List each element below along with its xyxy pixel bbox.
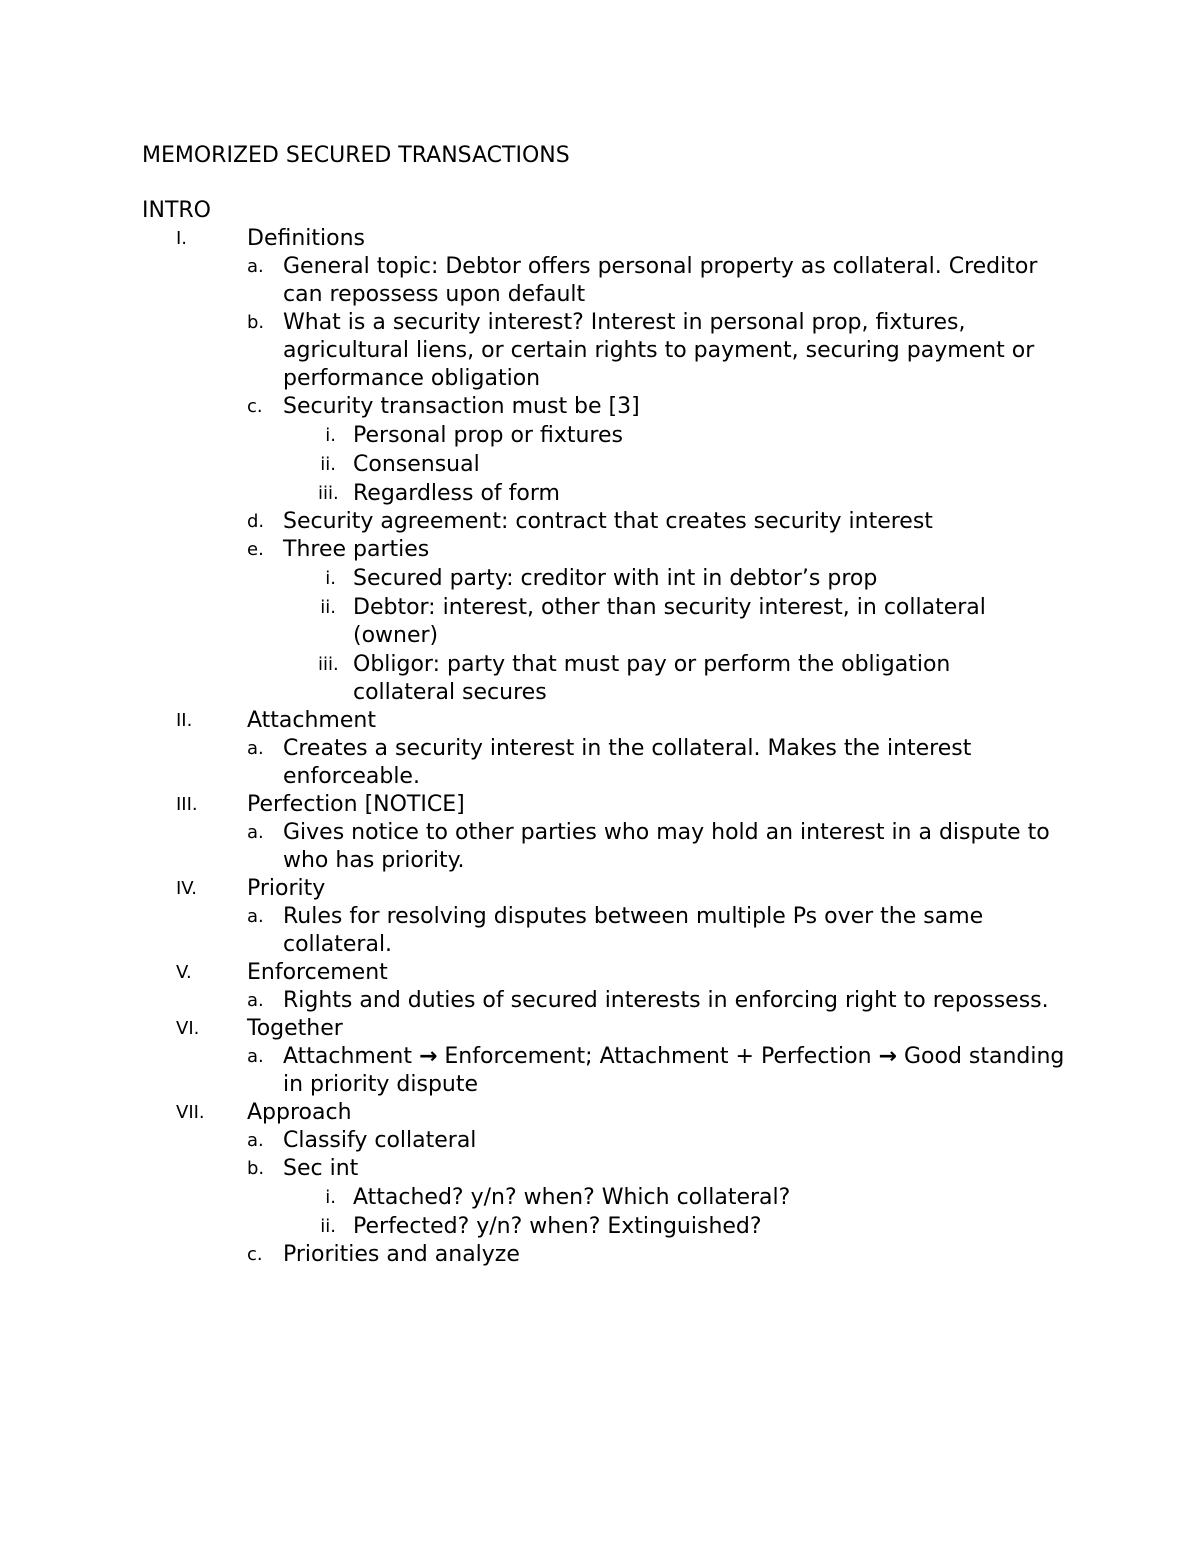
list-item [0, 1043, 1200, 1099]
list-marker: IV. [176, 878, 198, 899]
list-marker: II. [176, 710, 193, 731]
list-item-text-part: Attachment [283, 1044, 419, 1069]
outline-heading: Priority [247, 876, 326, 901]
list-marker: b. [247, 1158, 265, 1179]
section-heading-intro: INTRO [142, 198, 211, 223]
list-marker: iii. [318, 654, 339, 675]
list-subitem [0, 422, 1200, 450]
list-item-text: What is a security interest? Interest in personal prop, fixtures, agricultural liens, or certain rights to payment, securing payment or performance obligation [283, 310, 1035, 391]
outline-item-together [0, 1015, 1200, 1043]
list-item-text [283, 1043, 1073, 1099]
outline-item-perfection [0, 791, 1200, 819]
list-subitem-text: Regardless of form [353, 481, 560, 506]
list-marker: VII. [176, 1102, 205, 1123]
list-marker: a. [247, 1130, 264, 1151]
list-subitem-text: Consensual [353, 452, 480, 477]
list-subitem [0, 565, 1200, 593]
arrow-right-icon: → [418, 1044, 438, 1069]
list-subitem [0, 651, 1200, 707]
outline [0, 225, 1200, 1269]
outline-item-definitions [0, 225, 1200, 253]
list-subitem [0, 480, 1200, 508]
list-marker: b. [247, 312, 265, 333]
list-marker: i. [325, 1187, 336, 1208]
list-item [0, 735, 1200, 791]
list-marker: ii. [320, 1216, 336, 1237]
outline-heading: Perfection [NOTICE] [247, 792, 465, 817]
list-subitem-text: Perfected? y/n? when? Extinguished? [353, 1214, 762, 1239]
list-marker: i. [325, 568, 336, 589]
list-item [0, 1155, 1200, 1183]
list-item-text: Gives notice to other parties who may hold an interest in a dispute to who has priority. [283, 820, 1050, 873]
list-subitem [0, 451, 1200, 479]
list-subitem-text: Attached? y/n? when? Which collateral? [353, 1185, 791, 1210]
list-marker: ii. [320, 454, 336, 475]
list-marker: e. [247, 539, 264, 560]
list-item-text: Three parties [283, 537, 430, 562]
list-subitem-text: Secured party: creditor with int in debtor’s prop [353, 566, 878, 591]
list-item [0, 393, 1200, 421]
list-marker: a. [247, 822, 264, 843]
list-marker: I. [176, 228, 188, 249]
list-marker: III. [176, 794, 198, 815]
list-item-text: Classify collateral [283, 1128, 477, 1153]
list-item [0, 903, 1200, 959]
list-subitem [0, 594, 1200, 650]
list-item-text: General topic: Debtor offers personal property as collateral. Creditor can repossess upon default [283, 254, 1038, 307]
outline-heading: Together [247, 1016, 343, 1041]
list-item [0, 819, 1200, 875]
outline-item-enforcement [0, 959, 1200, 987]
list-item [0, 508, 1200, 536]
list-item-text: Priorities and analyze [283, 1242, 520, 1267]
list-subitem [0, 1213, 1200, 1241]
list-item-text: Security agreement: contract that creates security interest [283, 509, 933, 534]
list-item [0, 1127, 1200, 1155]
list-marker: i. [325, 425, 336, 446]
list-subitem-text: Personal prop or fixtures [353, 423, 623, 448]
list-marker: c. [247, 396, 263, 417]
list-subitem-text: Obligor: party that must pay or perform the obligation collateral secures [353, 652, 951, 705]
list-item [0, 1241, 1200, 1269]
list-item-text: Rules for resolving disputes between multiple Ps over the same collateral. [283, 904, 984, 957]
list-marker: ii. [320, 597, 336, 618]
list-marker: a. [247, 906, 264, 927]
outline-heading: Definitions [247, 226, 365, 251]
list-subitem-text: Debtor: interest, other than security interest, in collateral (owner) [353, 595, 986, 648]
list-subitem [0, 1184, 1200, 1212]
outline-heading: Attachment [247, 708, 376, 733]
outline-heading: Approach [247, 1100, 352, 1125]
list-marker: V. [176, 962, 192, 983]
list-marker: a. [247, 990, 264, 1011]
list-marker: iii. [318, 483, 339, 504]
document-title: MEMORIZED SECURED TRANSACTIONS [142, 143, 570, 168]
list-item-text: Rights and duties of secured interests in enforcing right to repossess. [283, 988, 1049, 1013]
list-marker: VI. [176, 1018, 200, 1039]
list-item-text-part: Good standing in priority dispute [283, 1044, 1065, 1097]
list-item [0, 987, 1200, 1015]
outline-item-priority [0, 875, 1200, 903]
list-item [0, 309, 1200, 393]
list-marker: a. [247, 1046, 264, 1067]
list-marker: d. [247, 511, 265, 532]
list-marker: c. [247, 1244, 263, 1265]
outline-item-attachment [0, 707, 1200, 735]
list-item-text: Sec int [283, 1156, 359, 1181]
list-item-text: Creates a security interest in the collateral. Makes the interest enforceable. [283, 736, 972, 789]
list-item-text-part: Enforcement; Attachment + Perfection [437, 1044, 879, 1069]
list-marker: a. [247, 738, 264, 759]
arrow-right-icon: → [878, 1044, 897, 1069]
list-item [0, 536, 1200, 564]
list-marker: a. [247, 256, 264, 277]
outline-heading: Enforcement [247, 960, 388, 985]
outline-item-approach [0, 1099, 1200, 1127]
list-item-text: Security transaction must be [3] [283, 394, 640, 419]
list-item [0, 253, 1200, 309]
